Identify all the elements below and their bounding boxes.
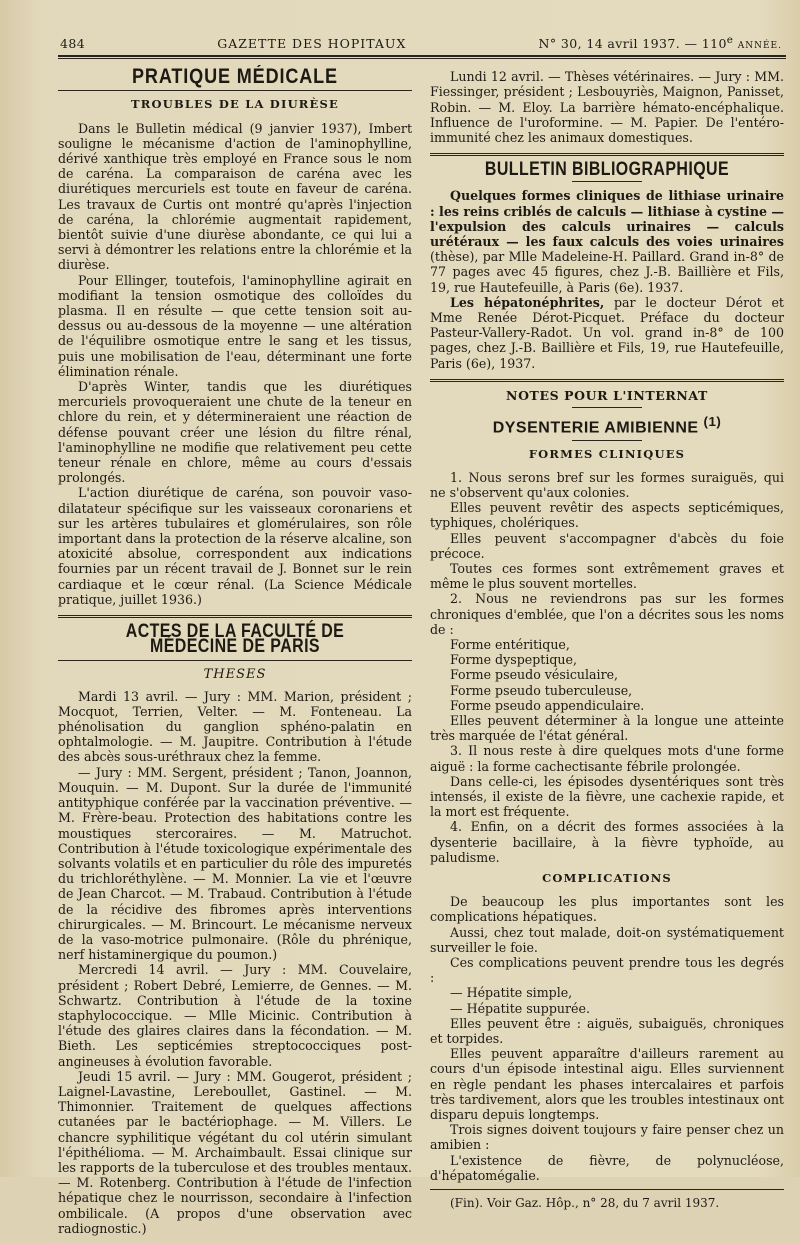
rule [572,440,642,441]
paragraph: Mardi 13 avril. — Jury : MM. Marion, président ; Mocquot, Terrien, Velter. — M. Fonteneau. La phénolisation du ganglion sphéno-palatin en ophtalmologie. — M. Jaupitre. Contribution à l'étude des abcès sous-uréthraux chez la femme. [58,688,412,765]
paragraph: 3. Il nous reste à dire quelques mots d'une forme aiguë : la forme cachectisante fébrile prolongée. [430,743,784,774]
book-details: par le docteur Dérot et Mme Renée Dérot-Picquet. Préface du docteur Pasteur-Vallery-Radot. Un vol. grand in-8° de 100 pages, chez J.-B. Baillière et Fils, 19, rue Hautefeuille, Paris (6e), 1937. [430,294,784,371]
header-rule-thin [58,58,786,59]
bibliography-entry [430,188,784,294]
paragraph: Elles peuvent déterminer à la longue une atteinte très marquée de l'état général. [430,713,784,744]
paragraph: 2. Nous ne reviendrons pas sur les formes chroniques d'emblée, que l'on a décrites sous les noms de : [430,591,784,637]
book-title: Les hépatonéphrites, [450,294,605,310]
footnote-rule [430,1189,784,1190]
section-title-actes: ACTES DE LA FACULTÉ DE MÉDECINE DE PARIS [125,621,345,658]
list-item: Forme entéritique, [450,636,570,652]
section-divider [58,615,412,618]
paragraph: De beaucoup les plus importantes sont les complications hépatiques. [430,894,784,925]
book-details: (thèse), par Mlle Madeleine-H. Paillard. Grand in-8° de 77 pages avec 45 figures, chez J.-B. Baillière et Fils, 19, rue Hautefeuille, à Paris (6e). 1937. [430,249,784,295]
paragraph: Aussi, chez tout malade, doit-on systématiquement surveiller le foie. [430,924,784,955]
section-title-pratique: PRATIQUE MÉDICALE [132,65,338,89]
journal-title: GAZETTE DES HOPITAUX [217,36,407,52]
internat-section [430,388,784,1211]
article-subtitle: TROUBLES DE LA DIURÈSE [131,97,339,112]
actes-section [58,621,412,1236]
paragraph: Elles peuvent revêtir des aspects septicémiques, typhiques, cholériques. [430,500,784,531]
rule [58,90,412,91]
issue-info: N° 30, 14 avril 1937. — 110e ANNÉE. [538,34,782,52]
rule [572,407,642,408]
title-text: DYSENTERIE AMIBIENNE [492,419,699,437]
list-item: — Hépatite simple, [450,985,573,1001]
running-head [58,34,786,55]
year-number: 110 [701,36,727,52]
bibliography-entry [430,295,784,371]
subheading-complications: COMPLICATIONS [542,871,672,886]
paragraph: Elles peuvent s'accompagner d'abcès du foie précoce. [430,530,784,561]
year-word: ANNÉE. [737,41,782,52]
footnote: (Fin). Voir Gaz. Hôp., n° 28, du 7 avril 1937. [450,1196,720,1211]
paragraph: Mercredi 14 avril. — Jury : MM. Couvelaire, président ; Robert Debré, Lemierre, de Gennes. — M. Schwartz. Contribution à l'étude de la toxine staphylococcique. — Mlle Micinic. Contribution à l'étude des glaires claires dans la fécondation. — M. Bieth. Les septicémies streptococciques post-angineuses à évolution favorable. [58,962,412,1069]
section-divider [430,379,784,382]
section-title-bulletin: BULLETIN BIBLIOGRAPHIQUE [484,159,730,181]
columns [58,65,786,1244]
paragraph: D'après Winter, tandis que les diurétiques mercuriels provoqueraient une chute de la teneur en chlore du rein, et y détermineraient une réaction de défense pouvant créer une lésion du filtre rénal, l'aminophylline ne modifie que relativement peu cette teneur rénale en chlore, même au cours d'essais prolongés. [58,379,412,486]
book-title: Quelques formes cliniques de lithiase urinaire : les reins criblés de calculs — lithiase à cystine — l'expulsion des calculs urinaires — calculs urétéraux — les faux calculs des voies urinaires [430,188,784,249]
paragraph: Ces complications peuvent prendre tous les degrés : [430,955,784,986]
section-kicker: NOTES POUR L'INTERNAT [506,387,708,403]
list-item: Forme dyspeptique, [450,652,577,668]
paragraph: Dans le Bulletin médical (9 janvier 1937), Imbert souligne le mécanisme d'action de l'aminophylline, dérivé xanthique très employé en France sous le nom de caréna. La comparaison de caréna avec les diurétiques mercuriels est toute en faveur de caréna. Les travaux de Curtis ont montré qu'après l'injection de caréna, la chlorémie augmentait rapidement, bientôt suivie d'une diurèse abondante, ce qui lui a servi à démontrer les relations entre la chlorémie et la diurèse. [58,120,412,273]
header-rule [58,55,786,57]
paragraph: Pour Ellinger, toutefois, l'aminophylline agirait en modifiant la tension osmotique des colloïdes du plasma. Il en résulte — que cette tension soit au-dessus ou au-dessous de la moyenne — une altération de l'équilibre osmotique entre le sang et les tissus, puis une mobilisation de l'eau, déterminant une forte élimination rénale. [58,272,412,379]
paragraph: — Jury : MM. Sergent, président ; Tanon, Joannon, Mouquin. — M. Dupont. Sur la durée de l'immunité antityphique conférée par la vaccination préventive. — M. Frère-beau. Protection des habitations contre les moustiques stercoraires. — M. Matruchot. Contribution à l'étude toxicologique expérimentale des solvants volatils et en particulier du rôle des impuretés du trichloréthylène. — M. Monnier. La vie et l'œuvre de Jean Charcot. — M. Trabaud. Contribution à l'étude de la récidive des fibromes après interventions chirurgicales. — M. Brincourt. Le mécanisme nerveux de la vaso-motrice pulmonaire. (Rôle du phrénique, nerf histaminergique du poumon.) [58,764,412,963]
paragraph: 1. Nous serons bref sur les formes suraiguës, qui ne s'observent qu'aux colonies. [430,469,784,500]
rule [58,660,412,661]
pratique-section [58,65,412,607]
paragraph: Toutes ces formes sont extrêmement graves et même le plus souvent mortelles. [430,560,784,592]
section-title-dysenterie [430,414,784,436]
rule [572,181,642,182]
list-item: Forme pseudo appendiculaire. [450,697,645,713]
section-divider [430,153,784,156]
paragraph: 4. Enfin, on a décrit des formes associées à la dysenterie bacillaire, à la fièvre typhoïde, au paludisme. [430,819,784,865]
theses-label: THESES [203,667,267,683]
paragraph: Dans celle-ci, les épisodes dysentériques sont très intensés, il existe de la fièvre, une cachexie rapide, et la mort est fréquente. [430,773,784,820]
list-item: Forme pseudo tuberculeuse, [450,682,633,698]
paragraph: Jeudi 15 avril. — Jury : MM. Gougerot, président ; Laignel-Lavastine, Lereboullet, Gastinel. — M. Thimonnier. Traitement de quelques affections cutanées par le bactériophage. — M. Villers. Le chancre syphilitique végétant du col utérin simulant l'épithélioma. — M. Archaimbault. Essai clinique sur les rapports de la tuberculose et des troubles mentaux. — M. Rotenberg. Contribution à l'étude de l'infection hépatique chez le nourrisson, secondaire à l'infection ombilicale. (A propos d'une observation avec radiognostic.) [58,1068,412,1236]
left-column [58,65,412,1244]
page-number: 484 [60,36,86,52]
paragraph-lundi: Lundi 12 avril. — Thèses vétérinaires. — Jury : MM. Fiessinger, président ; Lesbouyriès, Maignon, Panisset, Robin. — M. Eloy. La barrière hémato-encéphalique. Influence de l'uroformine. — M. Papier. De l'entéro-immunité chez les animaux domestiques. [430,69,784,145]
list-item: Forme pseudo vésiculaire, [450,667,619,683]
year-suffix: e [726,34,734,46]
right-column [430,69,784,1244]
paragraph: L'existence de fièvre, de polynucléose, d'hépatomégalie. [430,1152,784,1183]
subheading-formes: FORMES CLINIQUES [528,446,686,461]
paragraph: Elles peuvent apparaître d'ailleurs rarement au cours d'un épisode intestinal aigu. Elles surviennent en règle pendant les phases intercalaires et parfois très tardivement, alors que les troubles intestinaux ont disparu depuis longtemps. [430,1046,784,1123]
paragraph: Elles peuvent être : aiguës, subaiguës, chroniques et torpides. [430,1015,784,1047]
footnote-ref: (1) [703,414,722,430]
paragraph: Trois signes doivent toujours y faire penser chez un amibien : [430,1122,784,1153]
issue-date: N° 30, 14 avril 1937. [538,36,681,52]
bulletin-section [430,159,784,371]
list-item: — Hépatite suppurée. [450,1000,590,1016]
paragraph: L'action diurétique de caréna, son pouvoir vaso-dilatateur spécifique sur les vaisseaux coronariens et sur les artères tubulaires et glomérulaires, son rôle important dans la protection de la réserve alcaline, son atoxicité absolue, correspondent aux indications fournies par un récent travail de J. Bonnet sur le rein cardiaque et le cœur rénal. (La Science Médicale pratique, juillet 1936.) [58,485,412,607]
